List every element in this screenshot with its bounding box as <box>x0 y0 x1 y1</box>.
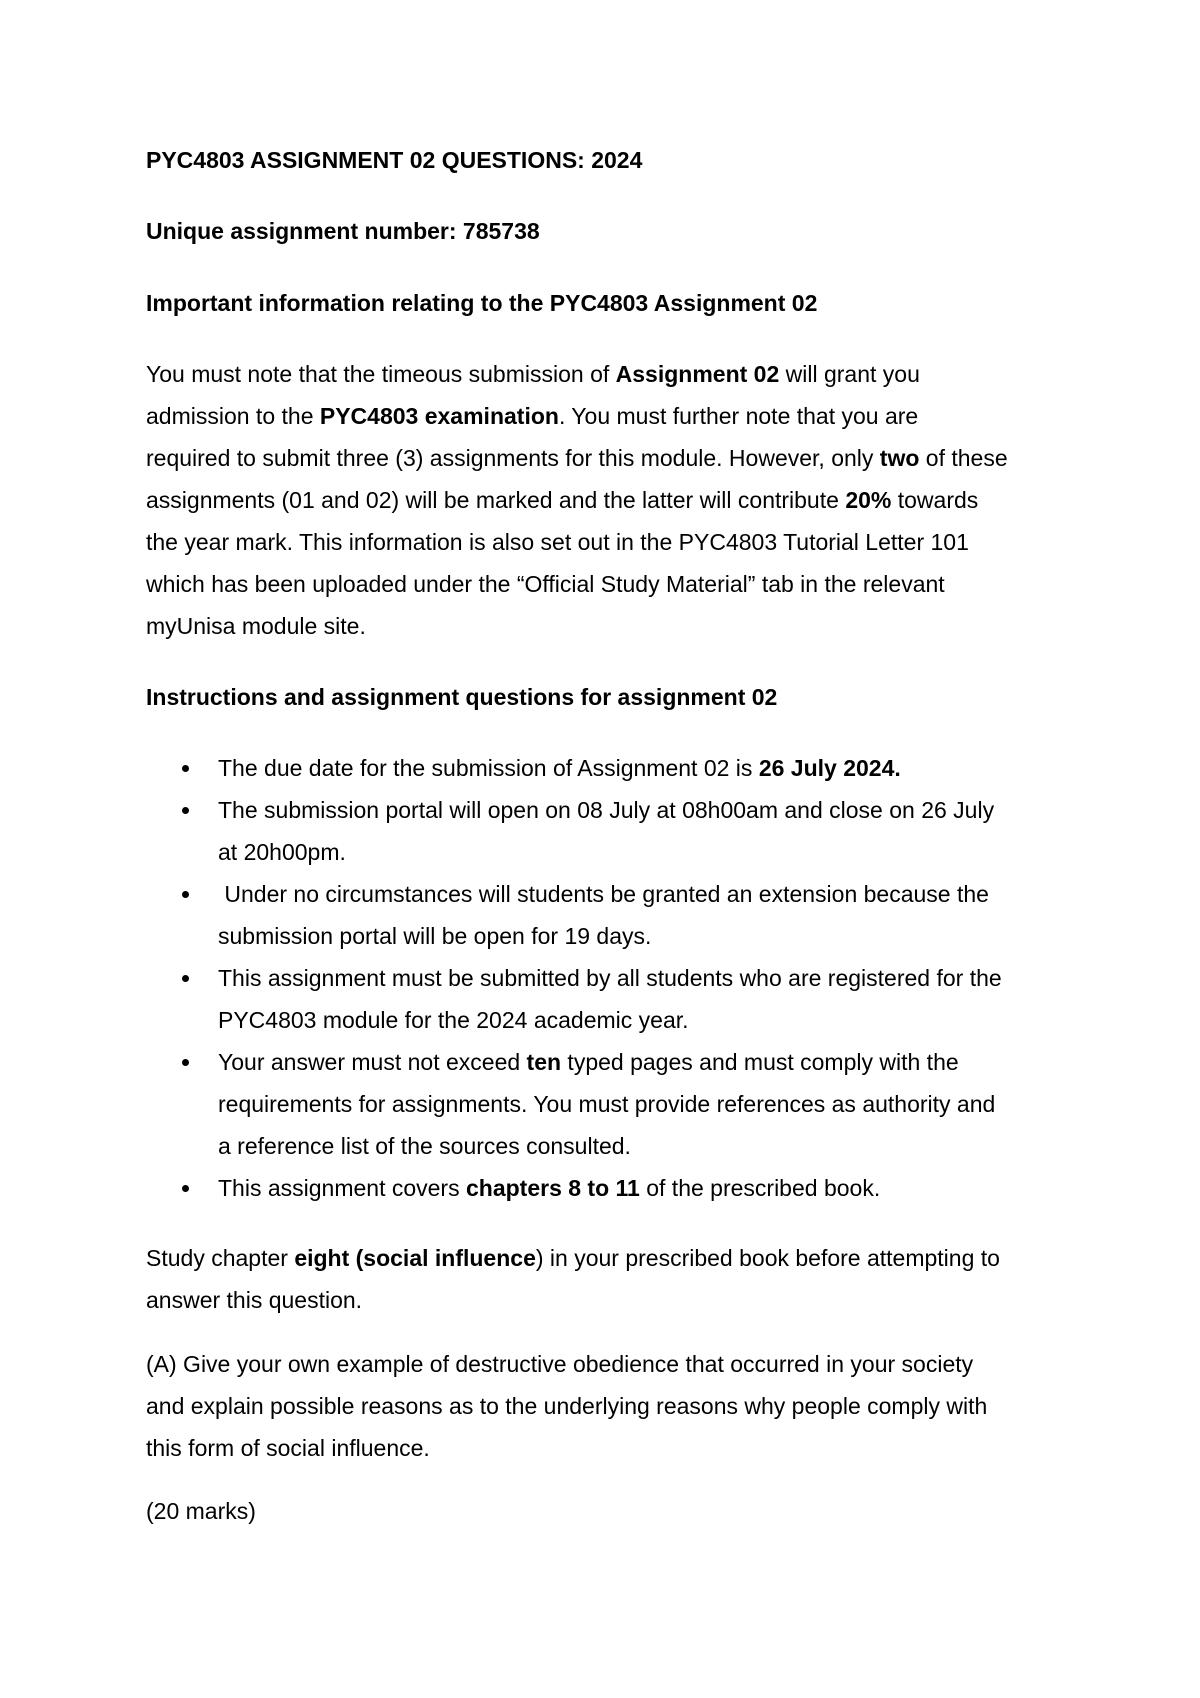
question-line: (A) Give your own example of destructive obedience that occurred in your society <box>146 1351 974 1377</box>
document-title: PYC4803 ASSIGNMENT 02 QUESTIONS: 2024 <box>146 147 643 173</box>
unique-assignment-number: Unique assignment number: 785738 <box>146 218 540 244</box>
list-item-text: submission portal will be open for 19 days. <box>218 923 652 949</box>
list-item-text: PYC4803 module for the 2024 academic year. <box>218 1007 689 1033</box>
list-item-text: requirements for assignments. You must provide references as authority and <box>218 1091 996 1117</box>
study-line: answer this question. <box>146 1287 363 1313</box>
list-item-text: at 20h00pm. <box>218 839 346 865</box>
list-item-text: a reference list of the sources consulted. <box>218 1133 631 1159</box>
intro-line: which has been uploaded under the “Official Study Material” tab in the relevant <box>146 571 945 597</box>
list-item-text: The submission portal will open on 08 July at 08h00am and close on 26 July <box>218 797 995 823</box>
bullet-icon <box>182 765 189 772</box>
list-item-text: Under no circumstances will students be granted an extension because the <box>218 881 989 907</box>
marks-label: (20 marks) <box>146 1498 256 1524</box>
bullet-icon <box>182 807 189 814</box>
question-line: and explain possible reasons as to the underlying reasons why people comply with <box>146 1393 988 1419</box>
intro-line: the year mark. This information is also set out in the PYC4803 Tutorial Letter 101 <box>146 529 969 555</box>
study-line: Study chapter eight (social influence) in your prescribed book before attempting to <box>146 1245 1000 1271</box>
bullet-icon <box>182 975 189 982</box>
instructions-heading: Instructions and assignment questions for assignment 02 <box>146 684 778 710</box>
bullet-icon <box>182 1185 189 1192</box>
question-line: this form of social influence. <box>146 1435 430 1461</box>
bullet-icon <box>182 891 189 898</box>
important-information-heading: Important information relating to the PYC4803 Assignment 02 <box>146 290 818 316</box>
list-item-text: This assignment must be submitted by all students who are registered for the <box>218 965 1002 991</box>
bullet-icon <box>182 1059 189 1066</box>
intro-line: myUnisa module site. <box>146 613 366 639</box>
intro-line: You must note that the timeous submission of Assignment 02 will grant you <box>146 361 920 387</box>
list-item-text: This assignment covers chapters 8 to 11 of the prescribed book. <box>218 1175 881 1201</box>
intro-line: required to submit three (3) assignments for this module. However, only two of these <box>146 445 1008 471</box>
intro-line: admission to the PYC4803 examination. You must further note that you are <box>146 403 919 429</box>
list-item-text: Your answer must not exceed ten typed pages and must comply with the <box>218 1049 959 1075</box>
intro-line: assignments (01 and 02) will be marked and the latter will contribute 20% towards <box>146 487 979 513</box>
list-item-text: The due date for the submission of Assignment 02 is 26 July 2024. <box>218 755 901 781</box>
